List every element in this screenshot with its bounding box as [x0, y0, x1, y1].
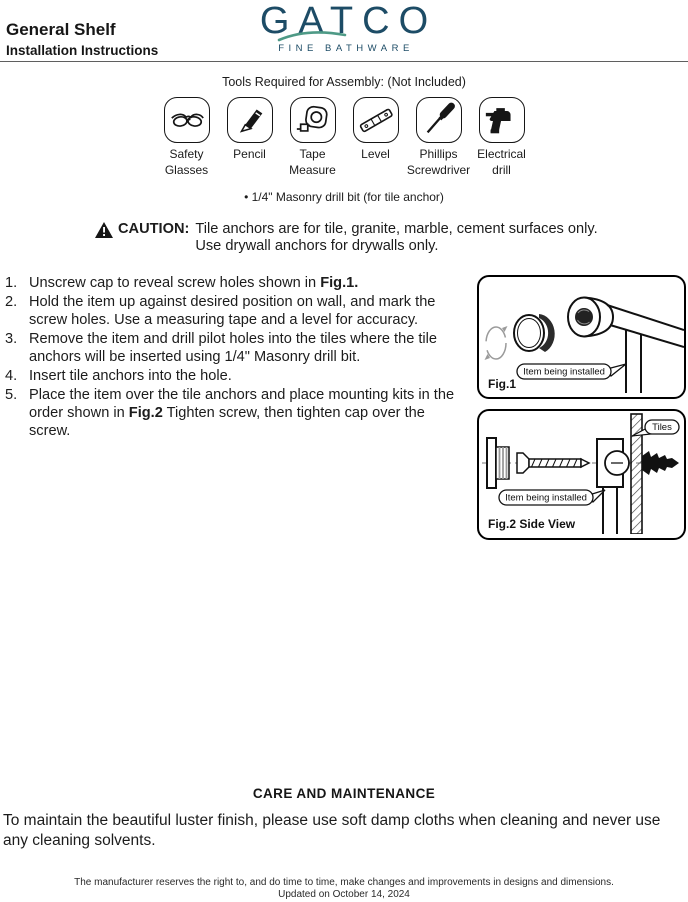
tool-safety-glasses: [155, 97, 218, 179]
tool-label: Safety Glasses: [164, 147, 209, 177]
figure-1: [477, 275, 686, 399]
step-3: [5, 331, 469, 367]
step-number: 2.: [5, 294, 18, 311]
step-text: Hold the item up against desired position on wall, and mark the screw holes. Use a measuring tape and a level for accuracy.: [29, 294, 436, 329]
step-number: 1.: [5, 275, 18, 292]
step-2: [5, 294, 469, 330]
phillips-screwdriver-icon: [420, 101, 458, 139]
tool-electrical-drill: [470, 97, 533, 179]
caution-label: CAUTION:: [118, 220, 190, 237]
step-fig-ref: Fig.2: [128, 404, 163, 421]
fig2-label: Fig.2 Side View: [488, 517, 576, 532]
instruction-steps: [5, 275, 477, 540]
fig2-tiles-callout: Tiles: [652, 422, 672, 434]
tool-label: Tape Measure: [289, 147, 336, 177]
tool-pencil: [218, 97, 281, 179]
page-title: General Shelf: [6, 20, 116, 39]
caution-banner: [95, 221, 688, 257]
pencil-icon: [231, 101, 269, 139]
tool-label: Electrical drill: [477, 147, 526, 177]
footer-disclaimer: The manufacturer reserves the right to, and do time to time, make changes and improvements in designs and dimensions.: [74, 877, 614, 888]
step-1: [5, 275, 469, 293]
care-section: [0, 786, 688, 852]
figure-2-illustration: [479, 411, 684, 534]
care-body: To maintain the beautiful luster finish, please use soft damp cloths when cleaning and never use any cleaning solvents.: [3, 812, 661, 850]
tools-section: [0, 75, 688, 204]
main-content: [0, 275, 688, 540]
page-subtitle: Installation Instructions: [6, 42, 159, 58]
tool-tape-measure: [281, 97, 344, 179]
figures-column: [477, 275, 686, 540]
step-number: 4.: [5, 367, 18, 384]
electrical-drill-icon: [483, 101, 521, 139]
fig1-callout: Item being installed: [523, 366, 605, 378]
step-number: 5.: [5, 386, 18, 403]
figure-2: [477, 409, 686, 540]
warning-triangle-icon: [95, 222, 113, 238]
tool-label: Pencil: [233, 147, 266, 161]
caution-line-2: Use drywall anchors for drywalls only.: [195, 238, 439, 255]
footer-updated-date: Updated on October 14, 2024: [278, 889, 410, 900]
caution-line-1: Tile anchors are for tile, granite, marble, cement surfaces only.: [195, 220, 598, 237]
step-fig-ref: Fig.1.: [320, 275, 359, 292]
caution-text: [195, 221, 597, 257]
tape-measure-icon: [294, 101, 332, 139]
tool-phillips-screwdriver: [407, 97, 470, 179]
step-text: Insert tile anchors into the hole.: [29, 367, 232, 384]
level-icon: [357, 101, 395, 139]
fig2-callout: Item being installed: [505, 492, 587, 504]
tool-level: [344, 97, 407, 179]
step-4: [5, 368, 469, 386]
step-text: Unscrew cap to reveal screw holes shown in: [29, 275, 321, 292]
footer: [0, 877, 688, 902]
step-text: Remove the item and drill pilot holes into the tiles where the tile anchors will be inserted using 1/4" Masonry drill bit.: [29, 331, 438, 365]
step-5: 5. Place the item over the tile anchors and place mounting kits in the order shown in Fig.2 Tighten screw, then tighten cap over the screw.: [5, 386, 455, 439]
brand-wordmark: [251, 2, 437, 42]
brand-name: GATCO: [259, 0, 438, 42]
brand-tagline: FINE BATHWARE: [278, 42, 414, 54]
tool-label: Level: [361, 147, 390, 161]
tool-label: Phillips Screwdriver: [406, 147, 471, 177]
step-text: Place the item over the tile anchors and place mounting kits in the order shown in: [29, 386, 455, 421]
safety-glasses-icon: [168, 101, 206, 139]
brand-logo: [0, 2, 688, 54]
step-number: 3.: [5, 331, 18, 348]
fig1-label: Fig.1: [488, 377, 517, 392]
figure-1-illustration: [479, 277, 684, 393]
drill-bit-note: • 1/4" Masonry drill bit (for tile anchor): [244, 189, 444, 204]
tools-row: [0, 97, 688, 179]
care-heading: CARE AND MAINTENANCE: [252, 786, 436, 801]
tools-heading: Tools Required for Assembly: (Not Included): [222, 75, 466, 89]
header: [0, 0, 688, 62]
